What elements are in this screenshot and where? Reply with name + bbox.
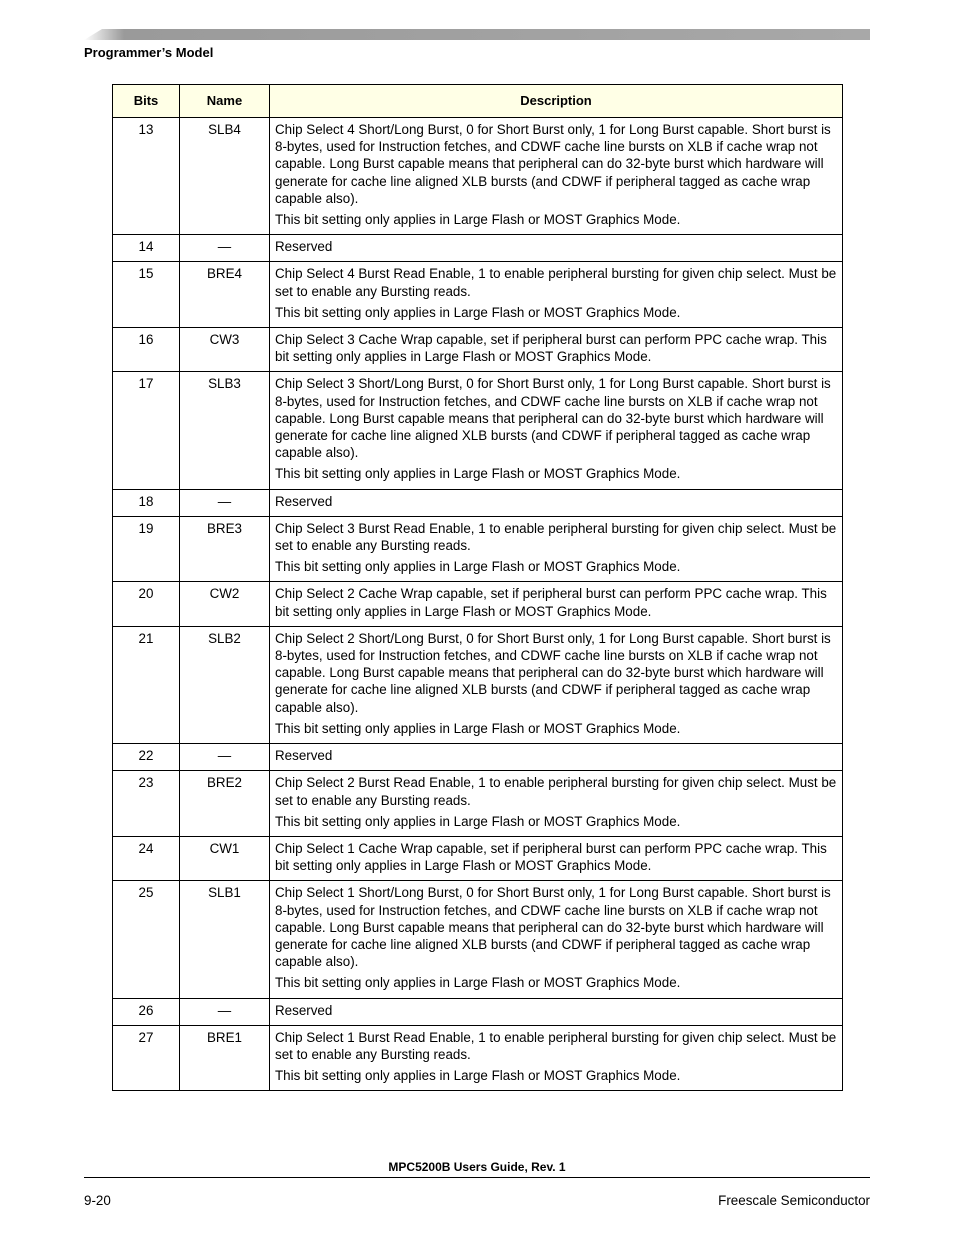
description-paragraph: Chip Select 2 Cache Wrap capable, set if peripheral burst can perform PPC cache wrap. This bit setting only applies in Large Flash or MOST Graphics Mode. (275, 586, 827, 619)
cell-name: — (180, 235, 270, 262)
cell-bits: 21 (113, 626, 180, 743)
table-row (113, 489, 843, 516)
table-row (113, 235, 843, 262)
cell-bits: 15 (113, 262, 180, 328)
description-paragraph: Reserved (275, 493, 333, 509)
cell-description (270, 372, 843, 489)
description-paragraph: Chip Select 4 Burst Read Enable, 1 to enable peripheral bursting for given chip select. Must be set to enable any Bursting reads. (275, 266, 837, 299)
cell-name: CW3 (180, 328, 270, 372)
company-name: Freescale Semiconductor (718, 1193, 870, 1208)
description-paragraph: Reserved (275, 748, 333, 764)
description-paragraph: Chip Select 3 Burst Read Enable, 1 to enable peripheral bursting for given chip select. Must be set to enable any Bursting reads. (275, 520, 837, 554)
cell-name: — (180, 744, 270, 771)
cell-bits: 17 (113, 372, 180, 489)
cell-bits: 26 (113, 998, 180, 1025)
cell-description (270, 836, 843, 880)
cell-bits: 27 (113, 1025, 180, 1091)
column-header-bits: Bits (113, 85, 180, 118)
table-row (113, 262, 843, 328)
description-paragraph: This bit setting only applies in Large Flash or MOST Graphics Mode. (275, 466, 681, 482)
column-header-description: Description (270, 85, 843, 118)
cell-name: SLB1 (180, 881, 270, 998)
description-paragraph: This bit setting only applies in Large Flash or MOST Graphics Mode. (275, 1068, 681, 1084)
table-row (113, 372, 843, 489)
description-paragraph: This bit setting only applies in Large Flash or MOST Graphics Mode. (275, 813, 681, 829)
cell-description (270, 118, 843, 235)
description-paragraph: This bit setting only applies in Large Flash or MOST Graphics Mode. (275, 975, 681, 991)
cell-name: — (180, 998, 270, 1025)
cell-description (270, 489, 843, 516)
column-header-name: Name (180, 85, 270, 118)
description-paragraph: This bit setting only applies in Large Flash or MOST Graphics Mode. (275, 212, 681, 228)
cell-description (270, 328, 843, 372)
description-paragraph: Chip Select 1 Burst Read Enable, 1 to enable peripheral bursting for given chip select. Must be set to enable any Bursting reads. (275, 1029, 837, 1062)
cell-bits: 24 (113, 836, 180, 880)
cell-bits: 25 (113, 881, 180, 998)
table-row (113, 771, 843, 837)
table-row (113, 744, 843, 771)
cell-name: BRE2 (180, 771, 270, 837)
description-paragraph: Chip Select 2 Burst Read Enable, 1 to enable peripheral bursting for given chip select. Must be set to enable any Bursting reads. (275, 775, 837, 808)
cell-description (270, 998, 843, 1025)
cell-bits: 16 (113, 328, 180, 372)
description-paragraph: Chip Select 2 Short/Long Burst, 0 for Short Burst only, 1 for Long Burst capable. Short burst is 8-bytes, used for Instruction fetches, and CDWF cache line bursts on XLB if cache wrap not capable. Long Burst capable means that peripheral can do 32-byte burst which hardware will generate for cache line aligned XLB bursts (and CDWF if peripheral tagged as cache wrap capable also). (275, 630, 831, 715)
cell-bits: 23 (113, 771, 180, 837)
table-row (113, 836, 843, 880)
register-field-table (112, 84, 843, 1091)
cell-name: BRE1 (180, 1025, 270, 1091)
table-row (113, 118, 843, 235)
footer-doc-title: MPC5200B Users Guide, Rev. 1 (388, 1160, 566, 1174)
table-row (113, 516, 843, 582)
table-row (113, 582, 843, 626)
description-paragraph: This bit setting only applies in Large Flash or MOST Graphics Mode. (275, 304, 681, 320)
cell-description (270, 235, 843, 262)
table-row (113, 1025, 843, 1091)
section-title: Programmer’s Model (84, 45, 214, 60)
table-body (113, 118, 843, 1091)
description-paragraph: Chip Select 4 Short/Long Burst, 0 for Short Burst only, 1 for Long Burst capable. Short burst is 8-bytes, used for Instruction fetches, and CDWF cache line bursts on XLB if cache wrap not capable. Long Burst capable means that peripheral can do 32-byte burst which hardware will generate for cache line aligned XLB bursts (and CDWF if peripheral tagged as cache wrap capable also). (275, 122, 831, 206)
cell-bits: 20 (113, 582, 180, 626)
cell-description (270, 516, 843, 582)
description-paragraph: This bit setting only applies in Large Flash or MOST Graphics Mode. (275, 559, 681, 575)
header-bar (84, 29, 870, 40)
description-paragraph: Reserved (275, 239, 333, 255)
description-paragraph: Reserved (275, 1002, 333, 1018)
cell-bits: 13 (113, 118, 180, 235)
cell-description (270, 1025, 843, 1091)
cell-name: SLB4 (180, 118, 270, 235)
description-paragraph: This bit setting only applies in Large Flash or MOST Graphics Mode. (275, 720, 681, 736)
cell-bits: 18 (113, 489, 180, 516)
cell-name: CW2 (180, 582, 270, 626)
cell-description (270, 262, 843, 328)
description-paragraph: Chip Select 1 Short/Long Burst, 0 for Short Burst only, 1 for Long Burst capable. Short burst is 8-bytes, used for Instruction fetches, and CDWF cache line bursts on XLB if cache wrap not capable. Long Burst capable means that peripheral can do 32-byte burst which hardware will generate for cache line aligned XLB bursts (and CDWF if peripheral tagged as cache wrap capable also). (275, 885, 831, 970)
table-row (113, 626, 843, 743)
cell-name: CW1 (180, 836, 270, 880)
footer-divider (84, 1177, 870, 1178)
cell-description (270, 771, 843, 837)
description-paragraph: Chip Select 3 Short/Long Burst, 0 for Short Burst only, 1 for Long Burst capable. Short burst is 8-bytes, used for Instruction fetches, and CDWF cache line bursts on XLB if cache wrap not capable. Long Burst capable means that peripheral can do 32-byte burst which hardware will generate for cache line aligned XLB bursts (and CDWF if peripheral tagged as cache wrap capable also). (275, 376, 831, 461)
description-paragraph: Chip Select 3 Cache Wrap capable, set if peripheral burst can perform PPC cache wrap. This bit setting only applies in Large Flash or MOST Graphics Mode. (275, 332, 827, 365)
table-row (113, 998, 843, 1025)
cell-description (270, 626, 843, 743)
cell-bits: 22 (113, 744, 180, 771)
table-row (113, 881, 843, 998)
cell-name: — (180, 489, 270, 516)
cell-description (270, 881, 843, 998)
cell-bits: 19 (113, 516, 180, 582)
description-paragraph: Chip Select 1 Cache Wrap capable, set if peripheral burst can perform PPC cache wrap. This bit setting only applies in Large Flash or MOST Graphics Mode. (275, 840, 827, 874)
cell-name: BRE4 (180, 262, 270, 328)
cell-description (270, 744, 843, 771)
cell-bits: 14 (113, 235, 180, 262)
cell-name: SLB2 (180, 626, 270, 743)
cell-description (270, 582, 843, 626)
cell-name: BRE3 (180, 516, 270, 582)
cell-name: SLB3 (180, 372, 270, 489)
table-row (113, 328, 843, 372)
page-number: 9-20 (84, 1193, 111, 1208)
table-header-row (113, 85, 843, 118)
